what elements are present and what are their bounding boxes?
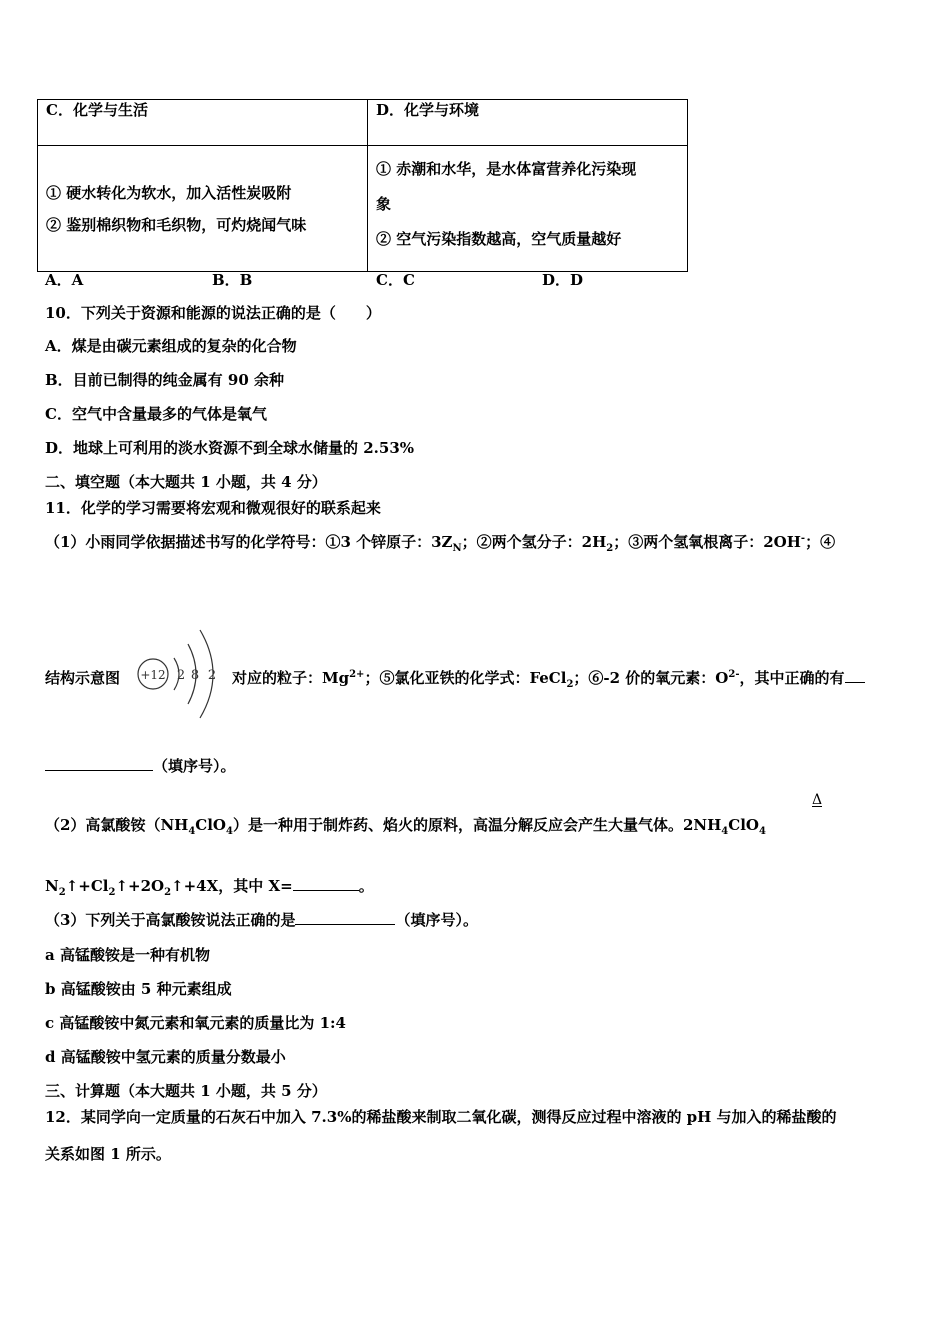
q11-part2: （2）高氯酸铵$(NH_4ClO_4)$是一种用于制炸药、焰火的原料，高温分解反应会产生大量气体。$2NH_4ClO_4$ (45, 816, 766, 837)
q12-line-1: 12．某同学向一定质量的石灰石中加入 7.3%的稀盐酸来制取二氧化碳，测得反应过程中溶液的 pH 与加入的稀盐酸的 (45, 1108, 837, 1126)
c-item-2: ② 鉴别棉织物和毛织物，可灼烧闻气味 (46, 215, 307, 234)
d-item-2: ② 空气污染指数越高，空气质量越好 (376, 230, 622, 248)
q12-line-2: 关系如图 1 所示。 (45, 1145, 171, 1163)
q11-option-d: d 高锰酸铵中氢元素的质量分数最小 (45, 1048, 286, 1066)
d-item-1b: 象 (376, 195, 392, 213)
delta-symbol: Δ (812, 792, 823, 808)
answer-blank-1b (45, 756, 153, 771)
table-cell-d (368, 146, 688, 272)
shell-electrons-1: 2 (176, 668, 186, 683)
q11-equation: $N_2↑+Cl_2↑+2O_2↑+4X$，其中 X= 。 (45, 877, 374, 898)
q11-option-c: c 高锰酸铵中氮元素和氧元素的质量比为 1:4 (45, 1014, 346, 1032)
table-cell-c (38, 146, 368, 272)
q10-stem: 10．下列关于资源和能源的说法正确的是（ ） (45, 304, 381, 322)
c-item-1: ① 硬水转化为软水，加入活性炭吸附 (46, 183, 292, 202)
q11-option-a: a 高锰酸铵是一种有机物 (45, 946, 210, 964)
d-item-1a: ① 赤潮和水华，是水体富营养化污染现 (376, 160, 637, 178)
options-table (37, 99, 688, 272)
section-2-heading: 二、填空题（本大题共 1 小题，共 4 分） (45, 473, 327, 491)
shell-electrons-3: 2 (207, 668, 217, 683)
q10-option-c: C．空气中含量最多的气体是氧气 (45, 405, 267, 423)
q11-fill-line: （填序号）。 (45, 756, 236, 776)
nucleus-charge: +12 (140, 668, 166, 682)
answer-blank-3 (295, 910, 395, 925)
q9-choice-d: D．D (542, 271, 584, 289)
q11-part3: （3）下列关于高氯酸铵说法正确的是 （填序号）。 (45, 911, 478, 929)
q11-part1: （1）小雨同学依据描述书写的化学符号：①3 个锌原子：$3Z_N$；②两个氢分子：$2H_2$；③两个氢氧根离子：2OH-；④ (45, 533, 836, 554)
q11-option-b: b 高锰酸铵由 5 种元素组成 (45, 980, 232, 998)
q9-choice-c: C．C (376, 271, 415, 289)
answer-blank-1a (845, 668, 865, 683)
table-header-d: D．化学与环境 (368, 100, 688, 146)
q10-option-b: B．目前已制得的纯金属有 90 余种 (45, 371, 284, 389)
table-header-c: C．化学与生活 (38, 100, 368, 146)
q9-choice-b: B．B (212, 271, 253, 289)
q10-option-d: D．地球上可利用的淡水资源不到全球水储量的 2.53% (45, 439, 415, 457)
q9-choice-a: A．A (45, 271, 84, 289)
struct-label: 结构示意图 (45, 669, 121, 687)
q11-stem: 11．化学的学习需要将宏观和微观很好的联系起来 (45, 499, 381, 517)
q11-struct-line: 对应的粒子：$Mg^{2+}$；⑤氯化亚铁的化学式：FeCl$_2$；⑥-2 价的氧元素：$O^{2-}$，其中正确的有 (232, 668, 865, 688)
atom-structure-diagram (134, 618, 228, 728)
shell-electrons-2: 8 (190, 668, 200, 683)
section-3-heading: 三、计算题（本大题共 1 小题，共 5 分） (45, 1082, 327, 1100)
q10-option-a: A．煤是由碳元素组成的复杂的化合物 (45, 337, 297, 355)
answer-blank-x (293, 876, 359, 891)
